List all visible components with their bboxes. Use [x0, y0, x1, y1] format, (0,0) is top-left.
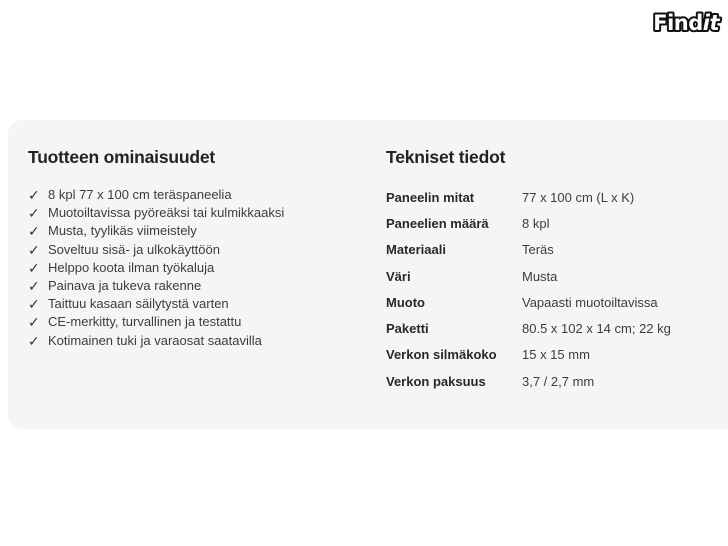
spec-row: [386, 342, 721, 368]
spec-label: Verkon silmäkoko: [386, 347, 497, 363]
feature-list-item: [28, 313, 368, 331]
spec-value: 3,7 / 2,7 mm: [522, 373, 595, 389]
spec-label: Verkon paksuus: [386, 373, 486, 389]
feature-text: Soveltuu sisä- ja ulkokäyttöön: [48, 241, 220, 257]
spec-label: Muoto: [386, 294, 425, 310]
checkmark-icon: ✓: [28, 205, 40, 222]
feature-text: Painava ja tukeva rakenne: [48, 277, 202, 293]
spec-value: Musta: [522, 268, 558, 284]
specs-section: [386, 147, 721, 394]
spec-label: Paketti: [386, 321, 429, 337]
features-title: Tuotteen ominaisuudet: [28, 147, 216, 167]
spec-label: Väri: [386, 268, 411, 284]
spec-label: Materiaali: [386, 242, 446, 258]
checkmark-icon: ✓: [28, 241, 40, 258]
feature-list-item: [28, 222, 368, 240]
feature-list-item: [28, 295, 368, 313]
feature-list-item: [28, 241, 368, 259]
logo-text-main: Find: [653, 11, 703, 35]
spec-row: [386, 368, 721, 394]
logo-text-accent: it: [702, 11, 719, 35]
spec-value: 77 x 100 cm (L x K): [522, 189, 635, 205]
findit-logo[interactable]: [643, 6, 723, 38]
spec-value: Vapaasti muotoiltavissa: [522, 294, 658, 310]
features-section: [28, 147, 368, 350]
spec-label: Paneelien määrä: [386, 215, 489, 231]
spec-value: 80.5 x 102 x 14 cm; 22 kg: [522, 321, 671, 337]
feature-list-item: [28, 259, 368, 277]
features-list: [28, 186, 368, 350]
spec-value: 15 x 15 mm: [522, 347, 590, 363]
specs-table: [386, 184, 721, 394]
feature-list-item: [28, 186, 368, 204]
findit-logo-icon: [643, 6, 723, 38]
feature-text: Taittuu kasaan säilytystä varten: [48, 296, 229, 312]
svg-text:Findit: [653, 11, 720, 35]
spec-row: [386, 263, 721, 289]
feature-text: Kotimainen tuki ja varaosat saatavilla: [48, 332, 262, 348]
spec-row: [386, 315, 721, 341]
checkmark-icon: ✓: [28, 277, 40, 294]
feature-text: Helppo koota ilman työkaluja: [48, 259, 215, 275]
feature-list-item: [28, 204, 368, 222]
spec-value: Teräs: [522, 242, 554, 258]
checkmark-icon: ✓: [28, 314, 40, 331]
spec-row: [386, 184, 721, 210]
feature-text: 8 kpl 77 x 100 cm teräspaneelia: [48, 187, 232, 202]
checkmark-icon: ✓: [28, 332, 40, 349]
specs-title: Tekniset tiedot: [386, 147, 506, 167]
feature-text: Muotoiltavissa pyöreäksi tai kulmikkaaksi: [48, 205, 285, 221]
spec-value: 8 kpl: [522, 215, 550, 231]
spec-label: Paneelin mitat: [386, 189, 475, 205]
spec-row: [386, 210, 721, 236]
checkmark-icon: ✓: [28, 223, 40, 240]
spec-row: [386, 289, 721, 315]
feature-text: Musta, tyylikäs viimeistely: [48, 223, 197, 239]
checkmark-icon: ✓: [28, 187, 40, 203]
checkmark-icon: ✓: [28, 259, 40, 276]
spec-row: [386, 237, 721, 263]
feature-list-item: [28, 332, 368, 350]
checkmark-icon: ✓: [28, 296, 40, 313]
feature-text: CE-merkitty, turvallinen ja testattu: [48, 314, 242, 330]
feature-list-item: [28, 277, 368, 295]
